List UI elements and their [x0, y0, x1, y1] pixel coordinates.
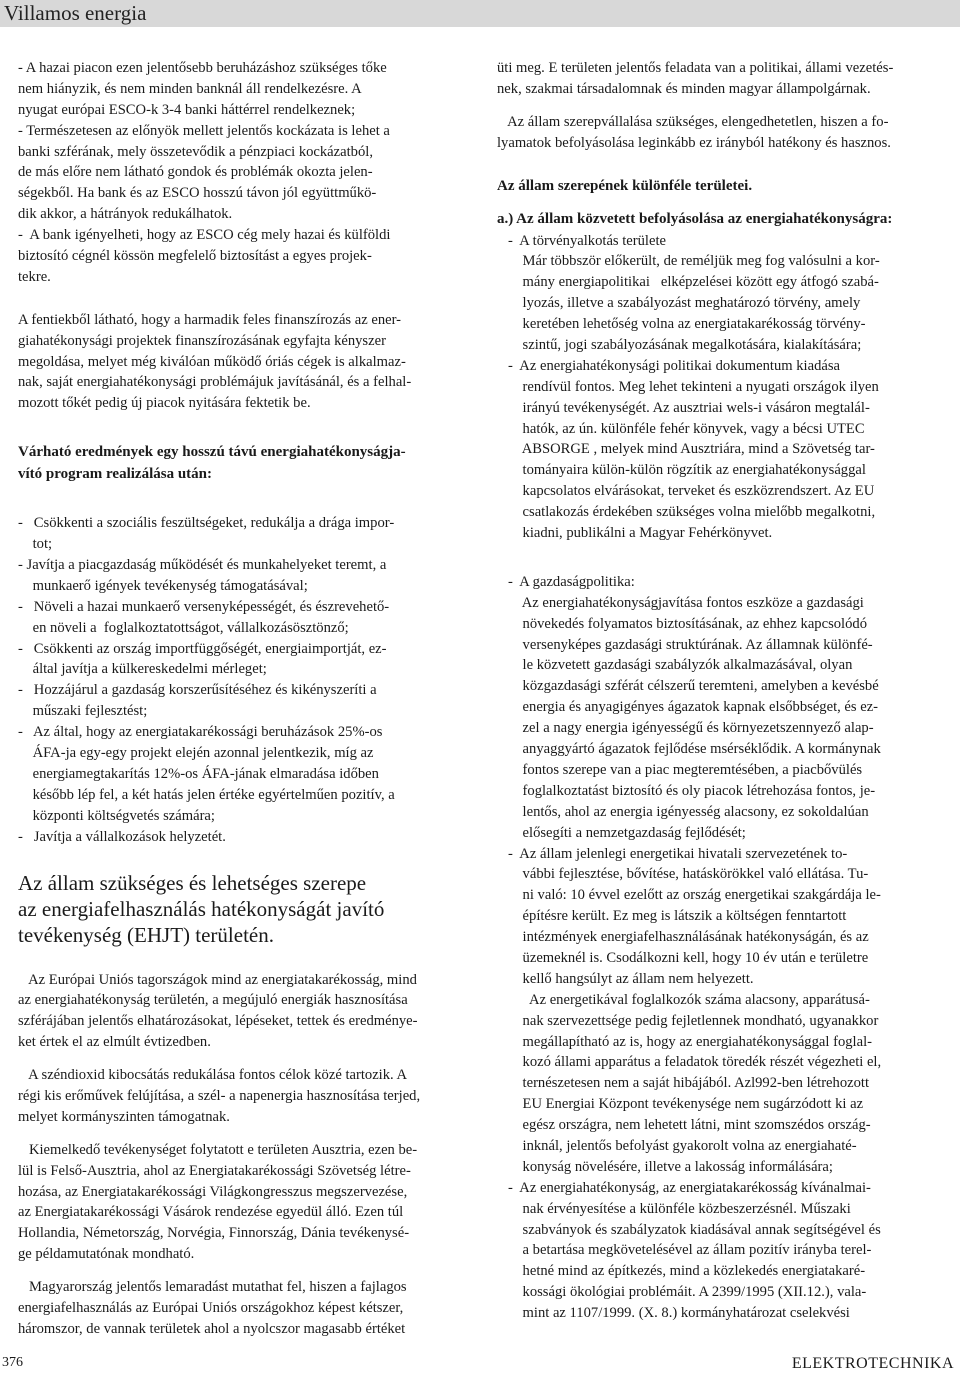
bullet-block-line: lyozás, illetve a szabályozást meghatározó törvény, amely — [497, 295, 861, 312]
paragraph-line: Az állam szerepvállalása szükséges, elengedhetetlen, hiszen a fo- — [497, 113, 889, 130]
bullet-block-line: építésre került. Ez meg is látszik a költségen fenntartott — [497, 908, 847, 925]
intro-bullet-line: ségekből. Ha bank és az ESCO hosszú távon jól együttműkö- — [18, 185, 377, 202]
results-bullet-line: en növeli a foglalkoztatottságot, vállalkozásösztönző; — [18, 619, 349, 636]
intro-bullet-line: nem hiányzik, és nem minden banknál áll rendelkezésre. A — [18, 80, 362, 97]
intro-bullet-line: nyugat európai ESCO-k 3-4 banki háttérrel rendelkeznek; — [18, 101, 356, 118]
bullet-block-line: anyaggyártó ágazatok fejlődése msérséklődik. A kormánynak — [497, 741, 881, 758]
bullet-block-line: le közvetett gazdasági szabályzók alkalmazásával, olyan — [497, 657, 853, 674]
bullet-block-line: szintű, jogi szabályozásának megalkotására, kialakítására; — [497, 337, 862, 354]
results-heading: vító program realizálása után: — [18, 465, 213, 482]
paragraph-line: nak, saját energiahatékonysági problémájuk javításánál, és a felhal- — [18, 374, 412, 391]
intro-bullet-line: tekre. — [18, 268, 51, 285]
bullet-block-line: kiadni, publikálni a Magyar Fehérkönyvet. — [497, 525, 773, 542]
bullet-block-line: egész országra, nem lehetett látni, mint szomszédos ország- — [497, 1117, 871, 1134]
bullet-block-line: konyság növelésére, illetve a lakosság informálására; — [497, 1158, 833, 1175]
areas-heading: Az állam szerepének különféle területei. — [497, 177, 753, 194]
paragraph-line: giahatékonysági projektek finanszírozásának egyfajta kényszer — [18, 332, 386, 349]
paragraph-line: szférájában jelentős elhatározásokat, lépéseket, tettek és eredménye- — [18, 1013, 418, 1030]
results-bullet-line: műszaki fejlesztést; — [18, 703, 148, 720]
bullet-block-line: mint az 1107/1999. (X. 8.) kormányhatározat cselekvési — [497, 1305, 850, 1322]
results-bullet-line: - Csökkenti a szociális feszültségeket, redukálja a drága impor- — [18, 515, 395, 532]
bullet-block-line: elősegíti a nemzetgazdaság fejlődését; — [497, 824, 746, 841]
results-bullet-line: - Javítja a vállalkozások helyzetét. — [18, 828, 226, 845]
bullet-block-line: megállapítható az is, hogy az energiahatékonysággal foglal- — [497, 1033, 872, 1050]
results-bullet-line: - Csökkenti az ország importfüggőségét, energiaimportját, ez- — [18, 640, 387, 657]
intro-bullet-line: biztosító cégnél kössön megfelelő biztosítást a egyes projek- — [18, 248, 372, 265]
bullet-block-line: versenyképes gazdasági struktúrának. Az államnak különfé- — [497, 636, 873, 653]
bullet-block-line: irányú tevékenységét. Az ausztriai wels-i vásáron megtalál- — [497, 399, 870, 416]
bullet-block-line: - Az energiahatékonyság, az energiatakarékosság kívánalmai- — [497, 1179, 871, 1196]
paragraph-line: Hollandia, Németország, Norvégia, Finnország, Dánia tevékenysé- — [18, 1225, 410, 1242]
paragraph-line: ket értek el az elmúlt évtizedben. — [18, 1034, 211, 1051]
right-column — [497, 58, 949, 1324]
paragraph-line: megoldása, melyet még kiválóan működő óriás cégek is alkalmaz- — [18, 353, 406, 370]
results-bullet-line: által javítja a külkereskedelmi mérleget; — [18, 661, 267, 678]
bullet-block-line: üzemeknél is. Csodálkozni kell, hogy 10 év után e területre — [497, 949, 869, 966]
results-bullet-line: - Növeli a hazai munkaerő versenyképességét, és észrevehető- — [18, 598, 390, 615]
paragraph-line: lyamatok befolyásolása leginkább ez irányból hatékony és hasznos. — [497, 134, 891, 151]
bullet-block-line: fontos szerepe van a piac megteremtésében, a piacbővülés — [497, 761, 863, 778]
bullet-block-line: nak szervezettsége pedig fejletlennek mondható, ugyanakkor — [497, 1012, 879, 1029]
bullet-block-line: foglalkoztatást biztosító és oly piacok létrehozása fontos, je- — [497, 782, 876, 799]
results-bullet-line: energiamegtakarítás 12%-os ÁFA-jának elmaradása időben — [18, 765, 379, 782]
section-heading: az energiafelhasználás hatékonyságát javító — [18, 896, 385, 921]
bullet-block-line: kozó állami apparátus a feladatok töredék részét végezheti el, — [497, 1054, 882, 1071]
bullet-block-line: kellő hangsúlyt az állam nem helyezett. — [497, 970, 754, 987]
bullet-block-line: EU Energiai Központ tevékenysége nem sugárzódott ki az — [497, 1096, 864, 1113]
paragraph-line: Magyarország jelentős lemaradást mutathat fel, hiszen a fajlagos — [18, 1279, 407, 1296]
bullet-block-line: hatók, az ún. különféle fehér könyvek, vagy a bécsi UTEC — [497, 420, 865, 437]
paragraph-line: ge példamutatónak mondható. — [18, 1246, 195, 1263]
bullet-block-line: nak érvényesítése a különféle közbeszerzésnél. Műszaki — [497, 1200, 851, 1217]
results-heading: Várható eredmények egy hosszú távú energiahatékonyságja- — [18, 444, 406, 461]
results-bullet-line: ÁFA-ja egy-egy projekt elején azonnal jelentkezik, míg az — [18, 745, 374, 762]
bullet-block-line: kossági ökológiai problémáit. A 2399/1995 (XII.12.), vala- — [497, 1284, 867, 1301]
bullet-block-line: növekedés folyamatos biztosításának, az ehhez kapcsolódó — [497, 615, 867, 632]
section-heading: tevékenység (EHJT) területén. — [18, 922, 274, 947]
paragraph-line: háromszor, de vannak területek ahol a nyolcszor magasabb értéket — [18, 1320, 406, 1337]
bullet-block-line: lentős, ahol az energia igényesség alacsony, ez sokoldalúan — [497, 803, 869, 820]
bullet-block-line: a betartása megkövetelésével az állam pozitív irányba terel- — [497, 1242, 872, 1259]
paragraph-line: mozott tőkét pedig új piacok nyitására fektetik be. — [18, 395, 311, 412]
bullet-block-line: Már többször előkerült, de reméljük meg fog valósulni a kor- — [497, 253, 880, 270]
paragraph-line: üti meg. E területen jelentős feladata van a politikai, állami vezetés- — [497, 60, 894, 76]
paragraph-line: az energiahatékonyság területén, a megújuló energiák hasznosítása — [18, 992, 408, 1009]
intro-bullet-line: - A bank igényelheti, hogy az ESCO cég mely hazai és külföldi — [18, 227, 391, 244]
bullet-block-line: keretében lehetőség volna az energiatakarékosság törvény- — [497, 316, 866, 333]
paragraph-line: A széndioxid kibocsátás redukálása fontos célok közé tartozik. A — [18, 1067, 408, 1084]
paragraph-line: A fentiekből látható, hogy a harmadik feles finanszírozás az ener- — [18, 311, 402, 328]
results-bullet-line: munkaerő igények tevékenység támogatásával; — [18, 577, 308, 594]
paragraph-line: lül is Felső-Ausztria, ahol az Energiatakarékossági Szövetség létre- — [18, 1162, 411, 1179]
paragraph-line: hozása, az Energiatakarékossági Világkongresszus megszervezése, — [18, 1183, 408, 1200]
paragraph-line: az Energiatakarékossági Vásárok rendezése egyedül álló. Ezen túl — [18, 1204, 404, 1221]
bullet-block-line: Az energetikával foglalkozók száma alacsony, apparátusá- — [497, 991, 870, 1008]
results-bullet-line: - Hozzájárul a gazdaság korszerűsítéséhez és kikényszeríti a — [18, 682, 377, 699]
intro-bullet-line: banki szférának, mely összetevődik a pénzpiaci kockázatból, — [18, 143, 373, 160]
bullet-block-line: ABSORGE , melyek mind Ausztriára, mind a Szövetség tar- — [497, 441, 875, 458]
results-bullet-line: tot; — [18, 536, 53, 553]
bullet-block-line: hetné mind az építkezés, mind a közlekedés energiatakaré- — [497, 1263, 866, 1280]
intro-bullet-line: dik akkor, a hátrányok redukálhatok. — [18, 206, 233, 223]
subsection-heading-a: a.) Az állam közvetett befolyásolása az energiahatékonyságra: — [497, 211, 893, 228]
bullet-block-line: energia és anyagigényes ágazatok kapnak elsőbbséget, és ez- — [497, 699, 879, 716]
bullet-block-line: ternészetesen nem a saját hibájából. Azl992-ben létrehozott — [497, 1075, 870, 1092]
bullet-block-line: kapcsolatos elvárásokat, terveket és eszközrendszert. Az EU — [497, 483, 875, 500]
results-bullet-line: központi költségvetés számára; — [18, 807, 215, 824]
bullet-block-line: szabványok és szabályzatok kiadásával annak segítségével és — [497, 1221, 881, 1238]
paragraph-line: Az Európai Uniós tagországok mind az energiatakarékosság, mind — [18, 971, 417, 988]
bullet-block-line: - A gazdaságpolitika: — [497, 573, 635, 590]
bullet-block-line: zel a nagy energia igényességű és környezetszennyező alap- — [497, 720, 874, 737]
bullet-block-line: tományaira külön-külön rögzítik az energiahatékonysággal — [497, 462, 866, 479]
bullet-block-line: rendívül fontos. Meg lehet tekinteni a nyugati országok ilyen — [497, 378, 879, 395]
paragraph-line: Kiemelkedő tevékenységet folytatott e területen Ausztria, ezen be- — [18, 1141, 418, 1158]
intro-bullet-line: de más előre nem látható gondok és problémák okozta jelen- — [18, 164, 373, 181]
bullet-block-line: - A törvényalkotás területe — [497, 232, 666, 249]
paragraph-line: nek, szakmai társadalomnak és minden magyar állampolgárnak. — [497, 80, 871, 97]
bullet-block-line: intézmények energiafelhasználásának hatékonyságán, és az — [497, 929, 869, 946]
magazine-name: ELEKTROTECHNIKA — [791, 1355, 954, 1372]
intro-bullet-line: - A hazai piacon ezen jelentősebb beruházáshoz szükséges tőke — [18, 60, 387, 76]
results-bullet-line: később lép fel, a két hatás jelen értéke egyértelműen pozitív, a — [18, 786, 395, 803]
page-number: 376 — [2, 1355, 23, 1370]
bullet-block-line: inknál, jelentős befolyást gyakorolt volna az energiahaté- — [497, 1137, 857, 1154]
bullet-block-line: ni való: 10 évvel ezelőtt az ország energetikai szakgárdája le- — [497, 887, 881, 904]
results-bullet-line: - Az által, hogy az energiatakarékossági beruházások 25%-os — [18, 724, 383, 741]
paragraph-line: melyet kormányszinten támogatnak. — [18, 1108, 230, 1125]
intro-bullet-line: - Természetesen az előnyök mellett jelentős kockázata is lehet a — [18, 122, 390, 139]
bullet-block-line: - Az energiahatékonysági politikai dokumentum kiadása — [497, 357, 841, 374]
page-header — [0, 0, 960, 27]
section-heading: Az állam szükséges és lehetséges szerepe — [18, 870, 367, 895]
paragraph-line: régi kis erőművek felújítása, a szél- a napenergia hasznosítása terjed, — [18, 1087, 421, 1104]
bullet-block-line: mány energiapolitikai elképzelései között egy átfogó szabá- — [497, 274, 879, 291]
bullet-block-line: csatlakozás érdekében szükséges volna mielőbb megalkotni, — [497, 504, 876, 521]
bullet-block-line: vábbi fejlesztése, bővítése, hatáskörökkel való ellátása. Tu- — [497, 866, 869, 883]
bullet-block-line: - Az állam jelenlegi energetikai hivatali szervezetének to- — [497, 845, 848, 862]
results-bullet-line: - Javítja a piacgazdaság működését és munkahelyeket teremt, a — [18, 557, 387, 574]
bullet-block-line: közgazdasági szférát célszerű teremteni, amelyben a kevésbé — [497, 678, 879, 695]
paragraph-line: energiafelhasználás az Európai Uniós országokhoz képest kétszer, — [18, 1299, 404, 1316]
left-column — [18, 58, 470, 1340]
bullet-block-line: Az energiahatékonyságjavítása fontos eszköze a gazdasági — [497, 594, 864, 611]
section-title: Villamos energia — [4, 1, 147, 25]
